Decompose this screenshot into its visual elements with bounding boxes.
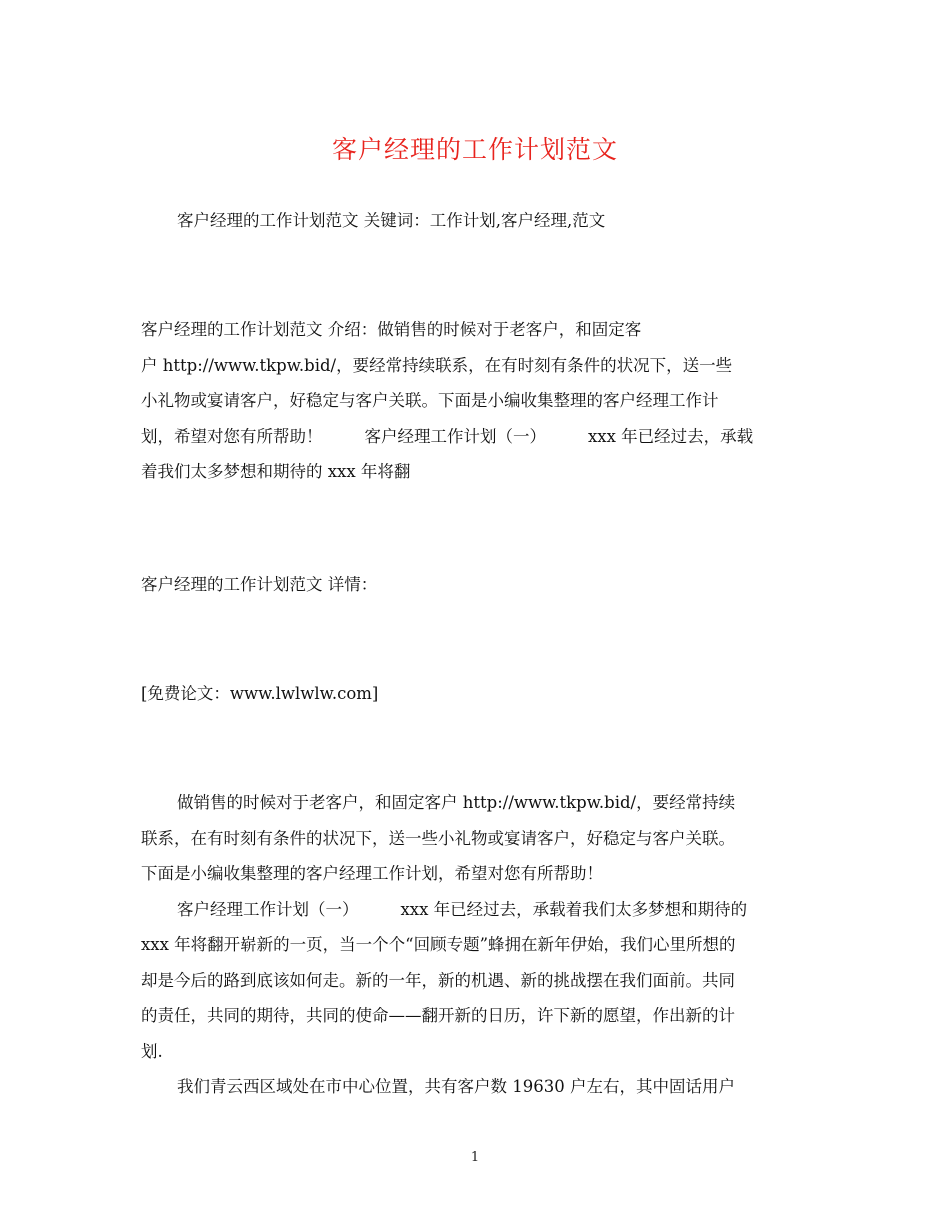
body-p1-line-3: 下面是小编收集整理的客户经理工作计划，希望对您有所帮助！ [141, 864, 603, 883]
keywords-paragraph [141, 203, 813, 239]
free-paper-paragraph [141, 676, 813, 712]
body-p2-line-3: 却是今后的路到底该如何走。新的一年，新的机遇、新的挑战摆在我们面前。共同 [141, 970, 735, 990]
free-paper-link-text: [免费论文：www.lwlwlw.com] [141, 684, 379, 703]
body-p2-line-1 [141, 892, 813, 928]
body-p3-line-1: 我们青云西区域处在市中心位置，共有客户数 19630 户左右，其中固话用户 [177, 1077, 735, 1096]
intro-line-4-part-2: 客户经理工作计划（一） [364, 426, 546, 446]
intro-line-4-part-1: 划，希望对您有所帮助！ [141, 426, 323, 446]
body-p2-line-5: 划. [141, 1041, 163, 1061]
intro-line-2: 户 http://www.tkpw.bid/，要经常持续联系，在有时刻有条件的状况下，送一些 [141, 355, 733, 375]
body-p1-line-1: 做销售的时候对于老客户，和固定客户 http://www.tkpw.bid/，要经常持续 [177, 793, 736, 812]
intro-line-3: 小礼物或宴请客户，好稳定与客户关联。下面是小编收集整理的客户经理工作计 [141, 391, 719, 410]
body-p1-line-2: 联系，在有时刻有条件的状况下，送一些小礼物或宴请客户，好稳定与客户关联。 [141, 828, 735, 848]
body-p2-line-2: xxx 年将翻开崭新的一页，当一个个“回顾专题”蜂拥在新年伊始，我们心里所想的 [141, 935, 736, 954]
intro-line-4-part-3: xxx 年已经过去，承载 [588, 426, 754, 446]
intro-paragraph [141, 312, 813, 490]
body-p2-line-1-part-2: xxx 年已经过去，承载着我们太多梦想和期待的 [400, 899, 748, 919]
intro-line-4 [141, 419, 813, 455]
keywords-line: 客户经理的工作计划范文 关键词：工作计划,客户经理,范文 [177, 211, 606, 230]
body-p2-line-4: 的责任，共同的期待，共同的使命——翻开新的日历，许下新的愿望，作出新的计 [141, 1006, 735, 1025]
page-number: 1 [470, 1150, 480, 1165]
intro-line-1: 客户经理的工作计划范文 介绍：做销售的时候对于老客户，和固定客 [141, 320, 642, 339]
document-title: 客户经理的工作计划范文 [331, 135, 618, 164]
body-text [141, 785, 813, 1105]
intro-line-5: 着我们太多梦想和期待的 xxx 年将翻 [141, 462, 411, 481]
details-label: 客户经理的工作计划范文 详情： [141, 575, 378, 594]
body-p2-line-1-part-1: 客户经理工作计划（一） [177, 899, 359, 919]
details-label-paragraph [141, 567, 813, 603]
